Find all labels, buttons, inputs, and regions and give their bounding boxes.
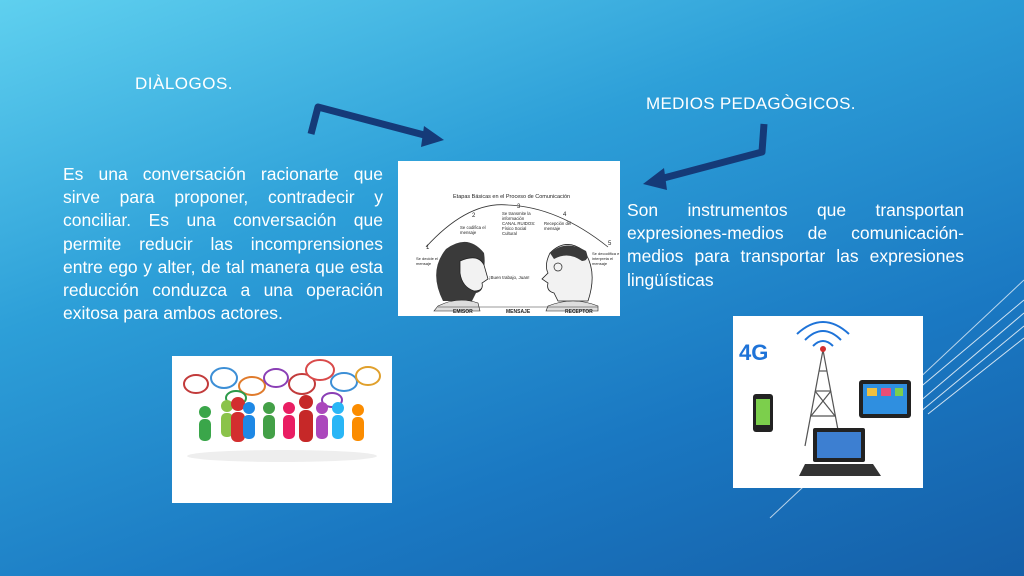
speech-text: ¡Buen trabajo, Juan!: [489, 275, 530, 280]
step-number-5: 5: [608, 241, 612, 247]
title-dialogos: DIÀLOGOS.: [135, 74, 234, 93]
technology-devices-image: [733, 316, 923, 488]
step-number-1: 1: [426, 245, 430, 251]
arrow-right-head: [643, 168, 667, 190]
laptop-icon: [799, 428, 881, 476]
title-medios-pedagogicos: MEDIOS PEDAGÒGICOS.: [646, 94, 856, 113]
phone-icon: [753, 394, 773, 432]
medios-paragraph: Son instrumentos que transportan expresiones-medios de comunicación-medios para transportar las expresiones lingüísticas: [627, 200, 964, 290]
floor-shadow: [187, 450, 377, 462]
arrow-right: [660, 124, 764, 179]
stage-5-text: Se decodifica e interpreta el mensaje: [592, 251, 620, 266]
stage-4-text: Recepción del mensaje: [544, 221, 572, 231]
man-profile-drawing: [542, 244, 598, 311]
stage-1-text: Se decide el mensaje: [416, 256, 439, 266]
step-number-3: 3: [517, 204, 521, 210]
stage-3-text: Se transmite la información CANAL RUIDOS: Físico Social Cultural: [502, 211, 536, 236]
comm-heading: Etapas Básicas en el Proceso de Comunicación: [453, 194, 571, 200]
label-receptor: RECEPTOR: [565, 309, 593, 315]
label-emisor: EMISOR: [453, 309, 473, 315]
step-number-2: 2: [472, 213, 476, 219]
antenna-light: [820, 346, 826, 352]
woman-profile-drawing: [434, 242, 488, 311]
arrow-left: [311, 107, 428, 136]
label-mensaje: MENSAJE: [506, 309, 531, 315]
signal-waves: [797, 322, 849, 346]
stage-2-text: Se codifica el mensaje: [460, 225, 486, 235]
speech-bubbles: [184, 360, 380, 407]
step-number-4: 4: [563, 212, 567, 218]
arrow-left-head: [421, 126, 444, 147]
badge-4g: 4G: [739, 340, 769, 365]
tablet-icon: [859, 380, 911, 418]
communication-process-image: [398, 161, 620, 316]
dialogos-paragraph: Es una conversación racionarte que sirve para proponer, contradecir y conciliar. Es una conversación que permite reducir las incomprensiones entre ego y alter, de tal manera que esta reducción conduzca a una operación exitosa para ambos actores.: [63, 164, 383, 324]
people-dialogue-image: [172, 356, 392, 503]
